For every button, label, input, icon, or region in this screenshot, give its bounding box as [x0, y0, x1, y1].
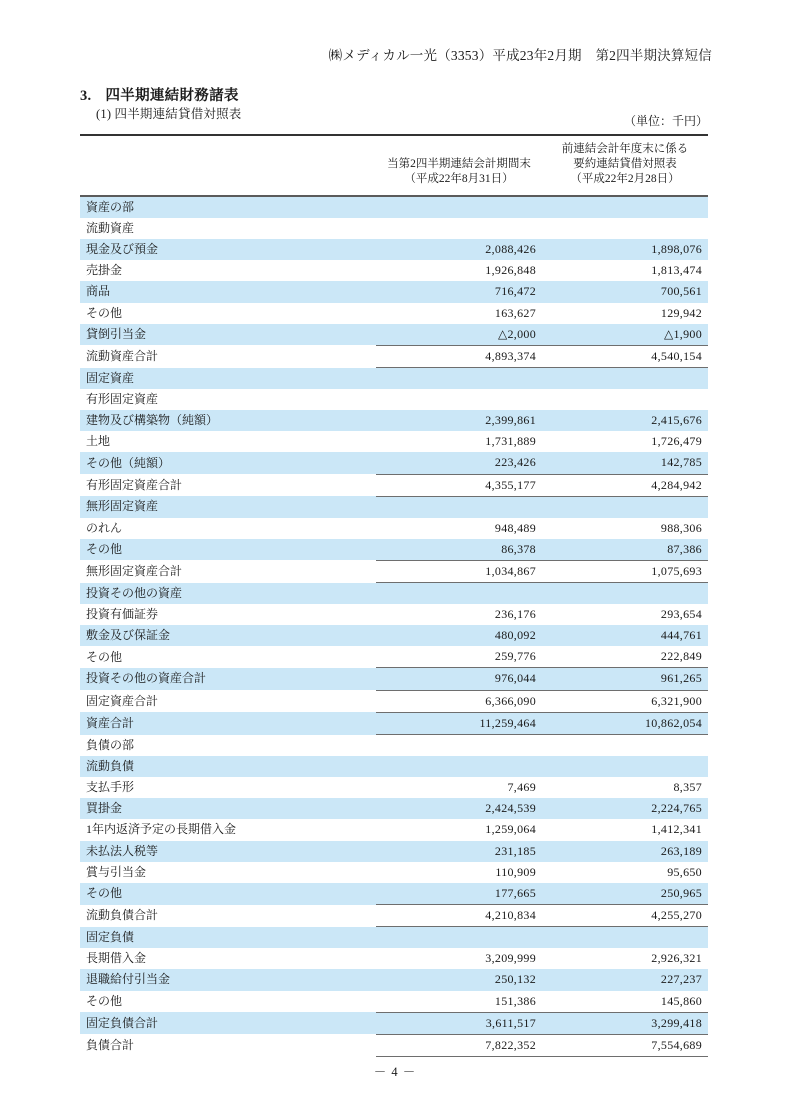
column-header-prior-period [542, 135, 708, 196]
row-value-current-period: 3,611,517 [376, 1012, 542, 1034]
row-label: 資産の部 [80, 196, 376, 218]
row-label: その他（純額） [80, 452, 376, 474]
table-row [80, 345, 708, 367]
table-row [80, 927, 708, 948]
row-value-current-period [376, 496, 542, 517]
row-label: 有形固定資産 [86, 391, 159, 406]
row-value-current-period: 2,424,539 [376, 798, 542, 819]
row-value-current-period: 716,472 [376, 281, 542, 302]
row-label: 負債合計 [86, 1037, 135, 1052]
row-label: 固定負債 [80, 927, 376, 948]
row-label: 流動負債 [80, 756, 376, 777]
row-value-prior-period: 145,860 [660, 993, 702, 1008]
table-row [80, 239, 708, 260]
row-label: 無形固定資産 [80, 496, 376, 517]
row-value-prior-period: 444,761 [542, 625, 708, 646]
row-value-current-period [376, 389, 542, 410]
table-row [80, 862, 708, 883]
row-value-current-period: 86,378 [376, 539, 542, 561]
row-label: その他 [86, 649, 123, 664]
row-label: その他 [86, 305, 123, 320]
table-row [80, 324, 708, 346]
row-label: 流動資産 [86, 220, 135, 235]
row-label: 敷金及び保証金 [80, 625, 376, 646]
table-row [80, 991, 708, 1013]
row-label: 退職給付引当金 [80, 969, 376, 990]
table-row [80, 905, 708, 927]
row-value-current-period: 177,665 [376, 883, 542, 905]
row-value-current-period: 163,627 [494, 305, 536, 320]
row-value-current-period: 223,426 [376, 452, 542, 474]
row-label: 有形固定資産合計 [86, 477, 183, 492]
row-label: その他 [86, 993, 123, 1008]
prior-period-line3: （平成22年2月28日） [570, 173, 680, 186]
row-value-prior-period: 293,654 [660, 606, 702, 621]
row-label: 賞与引当金 [86, 864, 147, 879]
row-label: 固定資産 [80, 368, 376, 389]
row-label: 1年内返済予定の長期借入金 [86, 822, 237, 837]
row-value-current-period: 7,469 [507, 780, 536, 794]
section-heading [80, 84, 239, 105]
row-label: 投資その他の資産 [80, 583, 376, 604]
row-label: 固定負債合計 [80, 1012, 376, 1034]
table-row [80, 518, 708, 539]
table-row [80, 690, 708, 712]
row-value-current-period [376, 218, 542, 239]
row-value-current-period [376, 196, 542, 218]
row-label: 投資有価証券 [86, 606, 159, 621]
row-value-current-period: 6,366,090 [376, 690, 542, 712]
row-label: 買掛金 [80, 798, 376, 819]
table-body [80, 196, 708, 1057]
row-value-prior-period: 87,386 [542, 539, 708, 561]
row-value-current-period: 480,092 [376, 625, 542, 646]
row-value-current-period: 151,386 [494, 993, 536, 1008]
row-value-current-period: 231,185 [376, 841, 542, 862]
row-value-prior-period: 222,849 [660, 649, 702, 664]
table-row [80, 604, 708, 625]
row-value-prior-period: 2,926,321 [651, 951, 702, 966]
row-value-current-period: 2,088,426 [376, 239, 542, 260]
table-row [80, 496, 708, 517]
row-value-current-period: 250,132 [376, 969, 542, 990]
table-row [80, 798, 708, 819]
table-row [80, 646, 708, 668]
row-label: その他 [80, 539, 376, 561]
row-label: 貸倒引当金 [80, 324, 376, 346]
row-value-prior-period: 2,224,765 [542, 798, 708, 819]
row-value-prior-period: 1,412,341 [651, 822, 702, 837]
table-row [80, 452, 708, 474]
row-value-prior-period [542, 368, 708, 389]
table-row [80, 260, 708, 281]
row-label: 商品 [80, 281, 376, 302]
row-value-prior-period [542, 389, 708, 410]
balance-sheet-table [80, 134, 708, 1057]
row-value-prior-period: △1,900 [542, 324, 708, 346]
table-header-row [80, 135, 708, 196]
table-row [80, 1012, 708, 1034]
unit-note: （単位：千円） [623, 114, 708, 128]
row-value-prior-period: 263,189 [542, 841, 708, 862]
row-value-prior-period: 1,813,474 [651, 263, 702, 278]
row-value-prior-period: 1,075,693 [542, 560, 708, 582]
row-value-prior-period: 1,898,076 [542, 239, 708, 260]
row-value-prior-period: 10,862,054 [542, 712, 708, 734]
row-value-current-period: 7,822,352 [376, 1034, 542, 1056]
row-label: その他 [80, 883, 376, 905]
row-value-current-period: 2,399,861 [376, 410, 542, 431]
row-value-prior-period: 227,237 [542, 969, 708, 990]
table-row [80, 841, 708, 862]
row-label: 未払法人税等 [80, 841, 376, 862]
row-value-prior-period: 961,265 [542, 668, 708, 690]
row-label: 流動負債合計 [86, 908, 159, 923]
row-label: 無形固定資産合計 [86, 563, 183, 578]
row-value-prior-period: 129,942 [660, 305, 702, 320]
table-row [80, 883, 708, 905]
row-value-current-period: 4,210,834 [376, 905, 542, 927]
row-label: 建物及び構築物（純額） [80, 410, 376, 431]
row-value-current-period: 236,176 [494, 606, 536, 621]
row-value-current-period [376, 756, 542, 777]
row-value-prior-period [542, 196, 708, 218]
row-value-current-period [376, 368, 542, 389]
table-row [80, 668, 708, 690]
row-label: 土地 [86, 434, 111, 449]
row-value-prior-period: 4,255,270 [542, 905, 708, 927]
row-value-current-period: 1,926,848 [485, 263, 536, 278]
table-row [80, 735, 708, 756]
row-value-current-period: 3,209,999 [485, 951, 536, 966]
column-header-label [80, 135, 376, 196]
running-header: ㈱メディカル一光（3353）平成23年2月期 第2四半期決算短信 [328, 48, 712, 63]
row-value-prior-period: 250,965 [542, 883, 708, 905]
row-label: 現金及び預金 [80, 239, 376, 260]
table-row [80, 218, 708, 239]
table-row [80, 560, 708, 582]
row-value-current-period: 4,355,177 [376, 474, 542, 496]
row-label: 固定資産合計 [86, 693, 159, 708]
subsection-heading: (1) 四半期連結貸借対照表 [96, 107, 242, 121]
table-row [80, 431, 708, 452]
row-label: 流動資産合計 [86, 348, 159, 363]
row-value-current-period: 1,034,867 [376, 560, 542, 582]
row-value-prior-period [542, 496, 708, 517]
table-row [80, 303, 708, 324]
row-value-prior-period: 1,726,479 [651, 434, 702, 449]
table-row [80, 281, 708, 302]
table-row [80, 474, 708, 496]
table-row [80, 583, 708, 604]
row-value-current-period: 1,259,064 [485, 822, 536, 837]
prior-period-line2: 要約連結貸借対照表 [573, 158, 677, 171]
page-number: － 4 － [373, 1065, 417, 1079]
table-row [80, 777, 708, 798]
row-value-prior-period [542, 756, 708, 777]
row-value-prior-period [542, 927, 708, 948]
row-value-current-period: △2,000 [376, 324, 542, 346]
table-row [80, 625, 708, 646]
table-row [80, 969, 708, 990]
row-value-current-period: 4,893,374 [376, 345, 542, 367]
row-label: 支払手形 [86, 780, 135, 794]
table-row [80, 368, 708, 389]
section-number: 3. [80, 88, 92, 104]
table-row [80, 756, 708, 777]
row-value-prior-period [542, 218, 708, 239]
row-value-prior-period: 4,540,154 [542, 345, 708, 367]
row-value-prior-period: 988,306 [660, 520, 702, 535]
row-value-current-period: 1,731,889 [485, 434, 536, 449]
row-value-current-period [376, 735, 542, 756]
row-value-current-period: 110,909 [495, 864, 536, 879]
table-row [80, 819, 708, 840]
row-value-current-period: 976,044 [376, 668, 542, 690]
row-value-prior-period: 2,415,676 [542, 410, 708, 431]
row-value-prior-period: 4,284,942 [542, 474, 708, 496]
prior-period-line1: 前連結会計年度末に係る [561, 143, 689, 155]
row-value-prior-period: 7,554,689 [542, 1034, 708, 1056]
row-label: 長期借入金 [86, 951, 147, 966]
row-value-prior-period [542, 583, 708, 604]
row-value-current-period [376, 583, 542, 604]
row-label: 売掛金 [86, 263, 123, 278]
table-row [80, 410, 708, 431]
current-period-line2: （平成22年8月31日） [404, 173, 514, 186]
table-header [80, 135, 708, 196]
row-label: 投資その他の資産合計 [80, 668, 376, 690]
row-value-prior-period: 6,321,900 [542, 690, 708, 712]
row-value-prior-period: 95,650 [667, 864, 702, 879]
section-title-text: 四半期連結財務諸表 [105, 88, 239, 104]
table-row [80, 196, 708, 218]
table-row [80, 1034, 708, 1056]
table-row [80, 389, 708, 410]
row-label: 負債の部 [86, 737, 135, 752]
row-value-prior-period: 3,299,418 [542, 1012, 708, 1034]
row-value-prior-period [542, 735, 708, 756]
column-header-current-period [376, 135, 542, 196]
row-value-prior-period: 8,357 [673, 780, 702, 794]
table-row [80, 948, 708, 969]
row-value-current-period: 948,489 [494, 520, 536, 535]
row-value-prior-period: 700,561 [542, 281, 708, 302]
table-row [80, 712, 708, 734]
row-value-current-period [376, 927, 542, 948]
row-label: 資産合計 [80, 712, 376, 734]
row-value-current-period: 11,259,464 [376, 712, 542, 734]
row-label: のれん [86, 520, 123, 535]
row-value-current-period: 259,776 [494, 649, 536, 664]
table-row [80, 539, 708, 561]
row-value-prior-period: 142,785 [542, 452, 708, 474]
current-period-line1: 当第2四半期連結会計期間末 [387, 158, 531, 171]
